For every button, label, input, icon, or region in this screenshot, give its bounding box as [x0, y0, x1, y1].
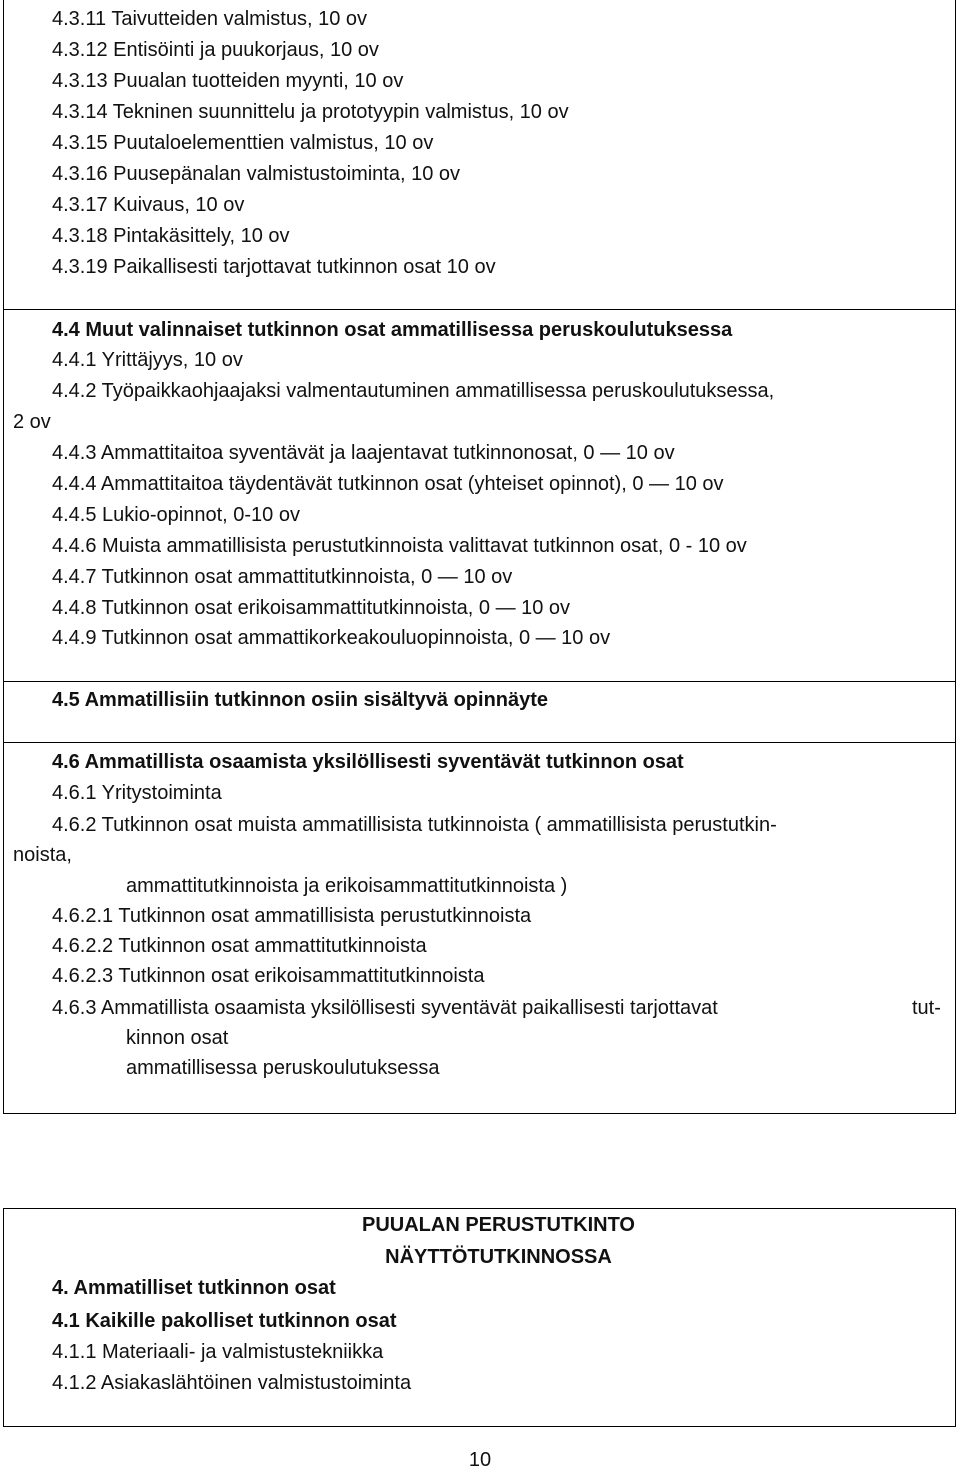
list-item-continuation: kinnon osat: [126, 1027, 229, 1049]
list-item-continuation: 2 ov: [13, 411, 51, 433]
list-item: 4.4.2 Työpaikkaohjaajaksi valmentautuminen ammatillisessa peruskoulutuksessa,: [52, 380, 775, 402]
list-item: 4.1.2 Asiakaslähtöinen valmistustoiminta: [52, 1372, 412, 1394]
list-item: 4.6.2.2 Tutkinnon osat ammattitutkinnoista: [52, 935, 427, 957]
list-item: 4.6.2.1 Tutkinnon osat ammatillisista perustutkinnoista: [52, 905, 532, 927]
list-item: 4.3.12 Entisöinti ja puukorjaus, 10 ov: [52, 39, 379, 61]
section-heading: 4. Ammatilliset tutkinnon osat: [52, 1277, 336, 1299]
section-heading: 4.4 Muut valinnaiset tutkinnon osat ammatillisessa peruskoulutuksessa: [52, 319, 733, 341]
list-item: 4.4.6 Muista ammatillisista perustutkinnoista valittavat tutkinnon osat, 0 - 10 ov: [52, 535, 747, 557]
list-item: 4.4.9 Tutkinnon osat ammattikorkeakouluopinnoista, 0 — 10 ov: [52, 627, 611, 649]
list-item: 4.3.13 Puualan tuotteiden myynti, 10 ov: [52, 70, 404, 92]
document-title-line1: PUUALAN PERUSTUTKINTO: [362, 1214, 635, 1236]
list-item: 4.3.15 Puutaloelementtien valmistus, 10 ov: [52, 132, 434, 154]
page-number: 10: [468, 1449, 492, 1471]
list-item: 4.4.3 Ammattitaitoa syventävät ja laajentavat tutkinnonosat, 0 — 10 ov: [52, 442, 675, 464]
list-item: 4.6.2 Tutkinnon osat muista ammatillisista tutkinnoista ( ammatillisista perustutkin-: [52, 814, 777, 836]
list-item-continuation: ammatillisessa peruskoulutuksessa: [126, 1057, 440, 1079]
list-item: 4.3.19 Paikallisesti tarjottavat tutkinnon osat 10 ov: [52, 256, 496, 278]
list-item-hyphen-part: tut-: [912, 997, 941, 1019]
section-box-4-3: [3, 0, 956, 310]
list-item: 4.3.16 Puusepänalan valmistustoiminta, 10 ov: [52, 163, 461, 185]
section-box-naytto: [3, 1208, 956, 1427]
list-item: 4.6.3 Ammatillista osaamista yksilöllisesti syventävät paikallisesti tarjottavat: [52, 997, 718, 1019]
list-item-continuation: noista,: [13, 844, 72, 866]
section-box-4-6: [3, 742, 956, 1114]
section-heading: 4.5 Ammatillisiin tutkinnon osiin sisältyvä opinnäyte: [52, 689, 549, 711]
section-heading: 4.6 Ammatillista osaamista yksilöllisesti syventävät tutkinnon osat: [52, 751, 684, 773]
list-item: 4.3.11 Taivutteiden valmistus, 10 ov: [52, 8, 367, 30]
list-item: 4.3.14 Tekninen suunnittelu ja prototyypin valmistus, 10 ov: [52, 101, 569, 123]
list-item: 4.4.4 Ammattitaitoa täydentävät tutkinnon osat (yhteiset opinnot), 0 — 10 ov: [52, 473, 724, 495]
list-item: 4.4.7 Tutkinnon osat ammattitutkinnoista, 0 — 10 ov: [52, 566, 513, 588]
list-item-continuation: ammattitutkinnoista ja erikoisammattitutkinnoista ): [126, 875, 568, 897]
list-item: 4.4.1 Yrittäjyys, 10 ov: [52, 349, 243, 371]
list-item: 4.1.1 Materiaali- ja valmistustekniikka: [52, 1341, 384, 1363]
list-item: 4.4.8 Tutkinnon osat erikoisammattitutkinnoista, 0 — 10 ov: [52, 597, 571, 619]
list-item: 4.3.18 Pintakäsittely, 10 ov: [52, 225, 290, 247]
section-box-4-4: [3, 309, 956, 682]
list-item: 4.6.2.3 Tutkinnon osat erikoisammattitutkinnoista: [52, 965, 485, 987]
section-box-4-5: [3, 681, 956, 743]
list-item: 4.3.17 Kuivaus, 10 ov: [52, 194, 245, 216]
list-item: 4.4.5 Lukio-opinnot, 0-10 ov: [52, 504, 300, 526]
document-title-line2: NÄYTTÖTUTKINNOSSA: [385, 1246, 612, 1268]
section-heading: 4.1 Kaikille pakolliset tutkinnon osat: [52, 1310, 397, 1332]
list-item: 4.6.1 Yritystoiminta: [52, 782, 222, 804]
